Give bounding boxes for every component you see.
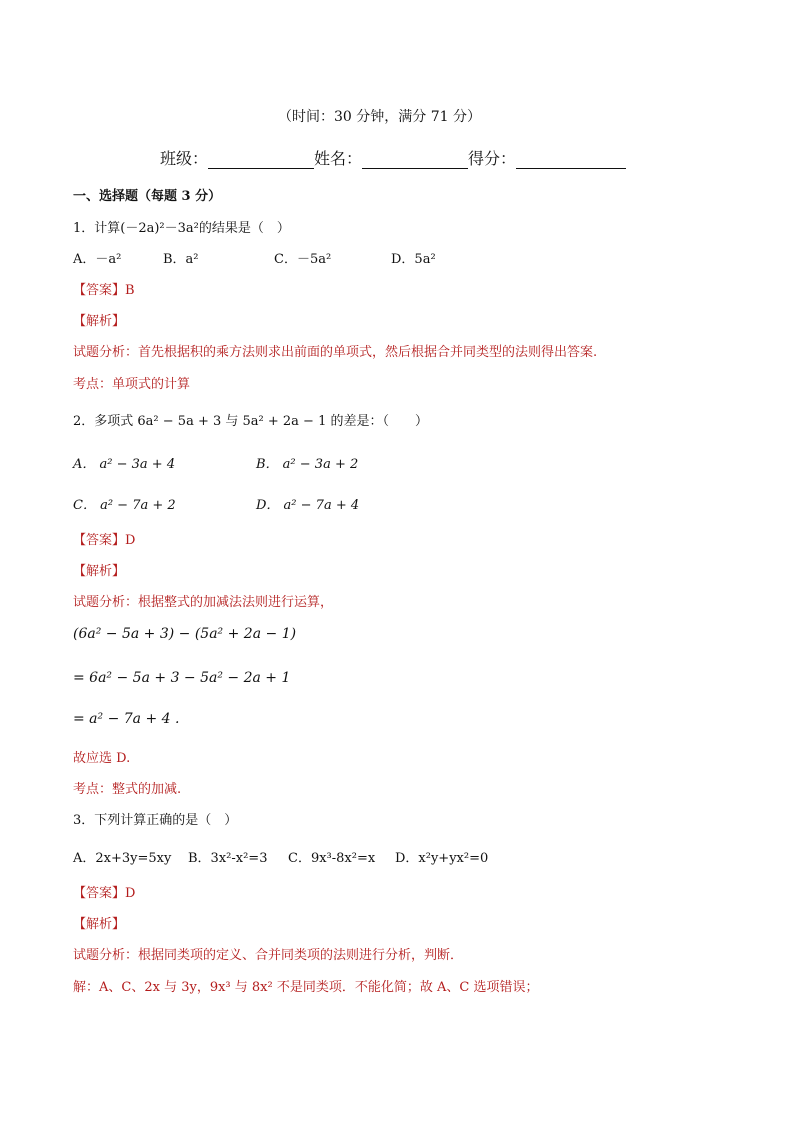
q2-conclusion: 故应选 D.	[73, 751, 131, 766]
q2-option-d: D． a² − 7a + 4	[256, 498, 360, 513]
q1-option-c: C．－5a²	[274, 252, 332, 267]
time-score-line: （时间：30 分钟，满分 71 分）	[278, 109, 481, 125]
q1-point: 考点：单项式的计算	[73, 377, 191, 392]
q2-answer: 【答案】D	[73, 533, 136, 548]
q3-option-b: B．3x²-x²=3	[188, 851, 268, 866]
q3-solution: 解：A、C、2x 与 3y，9x³ 与 8x² 不是同类项．不能化简；故 A、C 选项错误；	[73, 980, 539, 995]
q2-analysis-label: 【解析】	[73, 564, 126, 579]
q3-option-c: C．9x³-8x²=x	[288, 851, 376, 866]
q1-answer: 【答案】B	[73, 283, 135, 298]
q2-option-b: B． a² − 3a + 2	[256, 457, 359, 472]
q2-point: 考点：整式的加减.	[73, 782, 182, 797]
q3-stem: 3．下列计算正确的是（ ）	[73, 813, 238, 828]
q1-stem: 1．计算(－2a)²－3a²的结果是（ ）	[73, 221, 290, 236]
name-blank[interactable]	[362, 148, 468, 169]
student-info-line	[160, 146, 626, 169]
class-blank[interactable]	[208, 148, 314, 169]
q3-answer: 【答案】D	[73, 886, 136, 901]
q2-step-2: = 6a² − 5a + 3 − 5a² − 2a + 1	[73, 670, 291, 686]
q3-analysis: 试题分析：根据同类项的定义、合并同类项的法则进行分析，判断．	[73, 948, 464, 963]
q3-option-d: D．x²y+yx²=0	[395, 851, 489, 866]
q2-step-3: = a² − 7a + 4 .	[73, 711, 180, 727]
score-label: 得分：	[468, 149, 517, 168]
q1-analysis-label: 【解析】	[73, 314, 126, 329]
q2-option-a: A． a² − 3a + 4	[73, 457, 176, 472]
q3-option-a: A．2x+3y=5xy	[73, 851, 172, 866]
q3-analysis-label: 【解析】	[73, 917, 126, 932]
q1-option-a: A．－a²	[73, 252, 122, 267]
score-blank[interactable]	[516, 148, 626, 169]
section-title: 一、选择题（每题 3 分）	[73, 189, 222, 204]
q1-option-b: B．a²	[163, 252, 199, 267]
q1-analysis: 试题分析：首先根据积的乘方法则求出前面的单项式，然后根据合并同类型的法则得出答案.	[73, 345, 598, 360]
name-label: 姓名：	[314, 149, 363, 168]
q1-option-d: D．5a²	[391, 252, 436, 267]
q2-option-c: C． a² − 7a + 2	[73, 498, 176, 513]
q2-analysis: 试题分析：根据整式的加减法法则进行运算，	[73, 595, 334, 610]
q2-step-1: (6a² − 5a + 3) − (5a² + 2a − 1)	[73, 626, 297, 642]
q2-stem: 2．多项式 6a² − 5a + 3 与 5a² + 2a − 1 的差是：（ ）	[73, 414, 428, 429]
class-label: 班级：	[160, 149, 209, 168]
